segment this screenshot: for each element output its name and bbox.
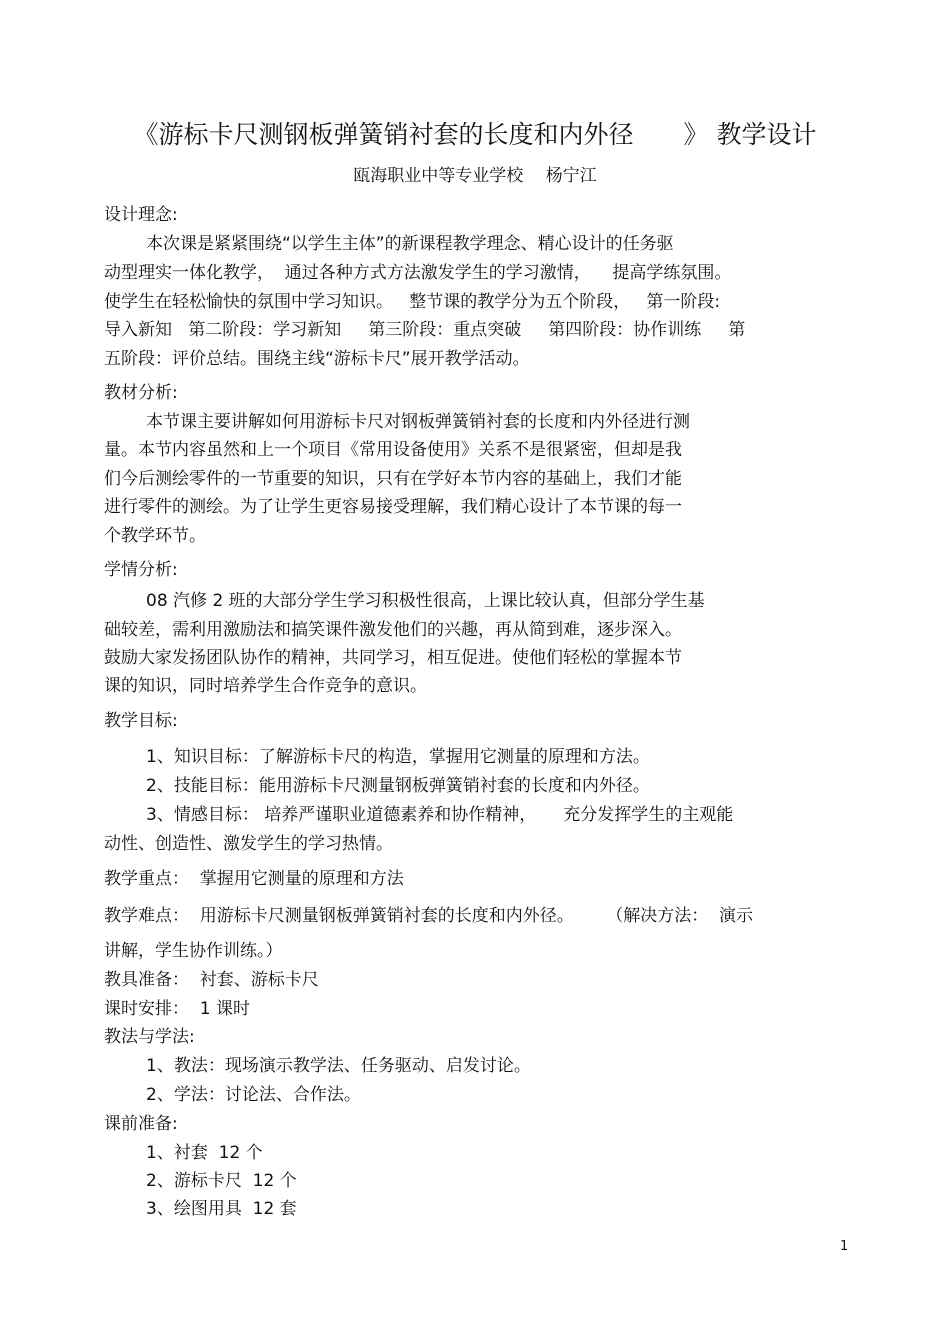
- method-item: 2、学法：讨论法、合作法。: [146, 1085, 361, 1105]
- document-title: 《游标卡尺测钢板弹簧销衬套的长度和内外径 》 教学设计: [133, 120, 817, 149]
- section-heading-teaching-goals: 教学目标:: [104, 711, 178, 731]
- paragraph-line: 五阶段：评价总结。围绕主线“游标卡尺”展开教学活动。: [104, 349, 530, 369]
- section-heading-student-analysis: 学情分析:: [104, 560, 178, 580]
- teaching-aids: 教具准备： 衬套、游标卡尺: [104, 970, 319, 990]
- paragraph-line: 本节课主要讲解如何用游标卡尺对钢板弹簧销衬套的长度和内外径进行测: [146, 412, 690, 432]
- section-heading-methods: 教法与学法:: [104, 1027, 195, 1047]
- method-item: 1、教法：现场演示教学法、任务驱动、启发讨论。: [146, 1056, 531, 1076]
- section-heading-design-concept: 设计理念:: [104, 205, 178, 225]
- goal-item: 3、情感目标： 培养严谨职业道德素养和协作精神， 充分发挥学生的主观能: [146, 805, 734, 825]
- preparation-item: 1、衬套 12 个: [146, 1143, 263, 1163]
- teaching-difficulty: 教学难点： 用游标卡尺测量钢板弹簧销衬套的长度和内外径。 （解决方法： 演示: [104, 906, 754, 926]
- paragraph-line: 个教学环节。: [104, 526, 206, 546]
- paragraph-line: 进行零件的测绘。为了让学生更容易接受理解，我们精心设计了本节课的每一: [104, 497, 682, 517]
- preparation-item: 3、绘图用具 12 套: [146, 1199, 297, 1219]
- teaching-key-point: 教学重点： 掌握用它测量的原理和方法: [104, 869, 404, 889]
- author-line: 瓯海职业中等专业学校 杨宁江: [353, 166, 597, 186]
- paragraph-line: 动性、创造性、激发学生的学习热情。: [104, 834, 393, 854]
- paragraph-line: 导入新知 第二阶段：学习新知 第三阶段：重点突破 第四阶段：协作训练 第: [104, 320, 746, 340]
- goal-item: 2、技能目标：能用游标卡尺测量钢板弹簧销衬套的长度和内外径。: [146, 776, 650, 796]
- paragraph-line: 鼓励大家发扬团队协作的精神，共同学习，相互促进。使他们轻松的掌握本节: [104, 648, 682, 668]
- paragraph-line: 讲解，学生协作训练。）: [104, 941, 283, 961]
- page-number: 1: [840, 1239, 849, 1254]
- section-heading-material-analysis: 教材分析:: [104, 383, 178, 403]
- paragraph-line: 础较差，需利用激励法和搞笑课件激发他们的兴趣，再从简到难，逐步深入。: [104, 620, 682, 640]
- paragraph-line: 本次课是紧紧围绕“以学生主体”的新课程教学理念、精心设计的任务驱: [146, 234, 674, 254]
- paragraph-line: 们今后测绘零件的一节重要的知识，只有在学好本节内容的基础上，我们才能: [104, 469, 682, 489]
- paragraph-line: 课的知识，同时培养学生合作竞争的意识。: [104, 676, 427, 696]
- section-heading-preparation: 课前准备:: [104, 1114, 178, 1134]
- paragraph-line: 使学生在轻松愉快的氛围中学习知识。 整节课的教学分为五个阶段， 第一阶段:: [104, 292, 721, 312]
- goal-item: 1、知识目标：了解游标卡尺的构造，掌握用它测量的原理和方法。: [146, 747, 650, 767]
- paragraph-line: 量。本节内容虽然和上一个项目《常用设备使用》关系不是很紧密，但却是我: [104, 440, 682, 460]
- preparation-item: 2、游标卡尺 12 个: [146, 1171, 297, 1191]
- paragraph-line: 动型理实一体化教学， 通过各种方式方法激发学生的学习激情， 提高学练氛围。: [104, 263, 732, 283]
- paragraph-line: 08 汽修 2 班的大部分学生学习积极性很高，上课比较认真，但部分学生基: [146, 591, 705, 611]
- class-hours: 课时安排： 1 课时: [104, 999, 251, 1019]
